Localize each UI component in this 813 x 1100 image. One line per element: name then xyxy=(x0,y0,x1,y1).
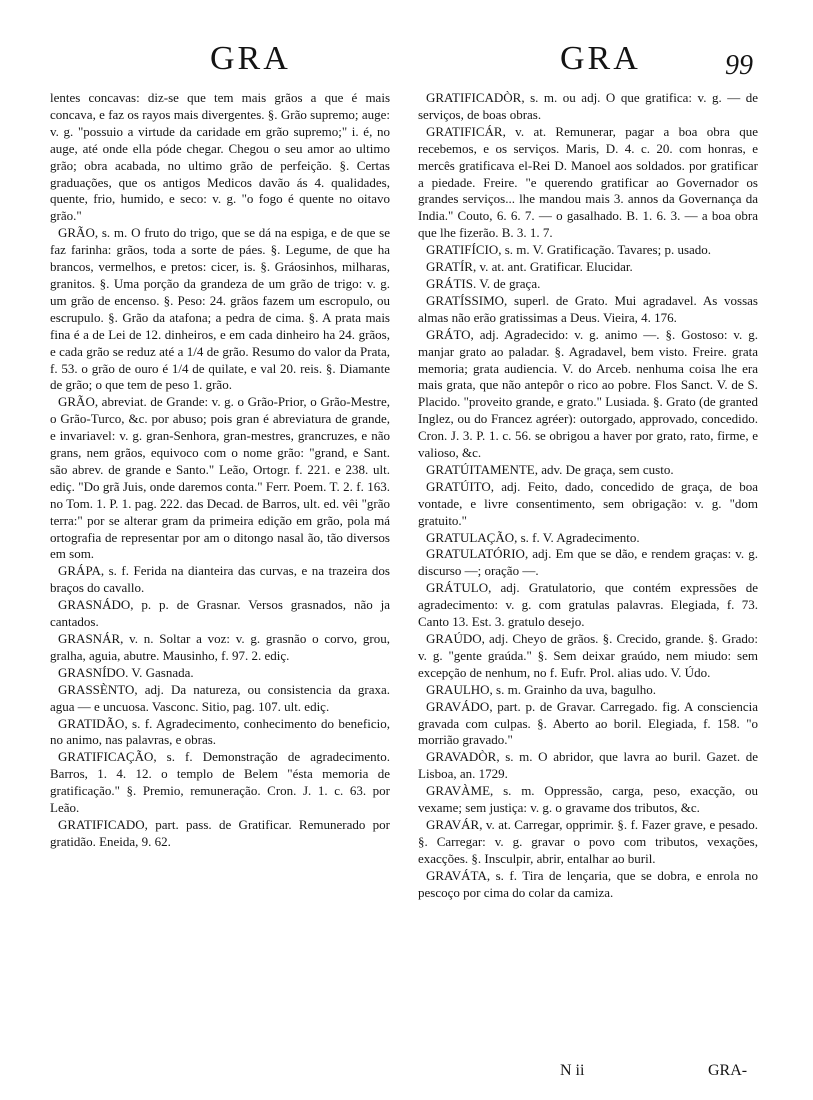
entry-paragraph: GRATÚITO, adj. Feito, dado, concedido de graça, de boa vontade, e livre consentimento, sem obrigação: v. g. "dom gratuito." xyxy=(418,478,758,528)
entry-paragraph: GRATIDÃO, s. f. Agradecimento, conhecimento do beneficio, no animo, nas palavras, e obras. xyxy=(50,715,390,748)
entry-paragraph: GRÁPA, s. f. Ferida na dianteira das curvas, e na trazeira dos braços do cavallo. xyxy=(50,563,390,596)
entry-paragraph: GRATÍR, v. at. ant. Gratificar. Elucidar. xyxy=(426,259,633,275)
entry-paragraph: GRATIFICÁR, v. at. Remunerar, pagar a boa obra que recebemos, e os serviços. Maris, D. 4. c. 20. com honras, e mercês gratificava el-Rei D. Manoel aos soldados. por gratificar a piedade. Freire. "e querendo gratificar ao Governador os grandes serviços... lhe mandou mais 3. annos da Governança da India." Couto, 6. 6. 7. — o gasalhado. B. 1. 6. 3. — a boa obra que lhe fizerão. B. 3. 1. 7. xyxy=(418,123,758,241)
entry-paragraph: GRASSÈNTO, adj. Da natureza, ou consistencia da graxa. agua — e uncuosa. Vasconc. Sitio, pag. 107. ult. ediç. xyxy=(50,681,390,714)
running-head-right: GRA xyxy=(560,40,641,77)
entry-paragraph: GRAÚDO, adj. Cheyo de grãos. §. Crecido, grande. §. Grado: v. g. "gente graúda." §. Sem deixar graúdo, nem miudo: sem excepção de nenhum, no f. Eufr. Prol. alias udo. V. Údo. xyxy=(418,631,758,680)
left-column xyxy=(50,90,390,851)
page-number: 99 xyxy=(725,50,753,81)
entry-paragraph: GRATIFICADO, part. pass. de Gratificar. Remunerado por gratidão. Eneida, 9. 62. xyxy=(50,816,390,849)
entry-paragraph: GRATULAÇÃO, s. f. V. Agradecimento. xyxy=(426,529,640,545)
entry-paragraph: GRATIFICADÒR, s. m. ou adj. O que gratifica: v. g. — de serviços, de boas obras. xyxy=(418,90,758,122)
entry-paragraph: GRÁTIS. V. de graça. xyxy=(426,275,541,291)
entry-paragraph: GRÃO, abreviat. de Grande: v. g. o Grão-Prior, o Grão-Mestre, o Grão-Turco, &c. por abuso; pois gran é abreviatura de grande, e invariavel: v. g. gran-Senhora, gran-mestres, grancruzes, e não grans, nem grãos, equivoco com o nome grão: "grand, e Sant. são abrev. de grande e Santo." Leão, Ortogr. f. 221. e 238. ult. ediç. "Do grã Juis, onde daremos conta." Ferr. Poem. T. 2. f. 163. no Tom. 1. P. 1. pag. 222. das Decad. de Barros, ult. ed. vêi "grão terra:" por se alterar gram da primeira edição em grão, pola má ortografia de representar por am o ditongo nasal ão, tão diversos em som. xyxy=(50,394,390,562)
entry-paragraph: GRÃO, s. m. O fruto do trigo, que se dá na espiga, e de que se faz farinha: grãos, toda a sorte de páes. §. Legume, de que ha brancos, vermelhos, e pretos: cicer, is. §. Gráosinhos, milharas, granitos. §. Uma porção da grandeza de um grão de trigo: v. g. um grão de encenso. §. Peso: 24. grãos fazem um escropulo, ou escrupulo. §. Grão da atafona; a pedra de cima. §. A prata mais fina é a de Lei de 12. dinheiros, e em cada dinheiro ha 24. grãos, e cada grão se reduz até a 1/4 de grão. Resumo do valor da Prata, f. 53. o grão de ouro é 1/4 de quilate, e val 20. reis. §. Diamante de grão; o que tem de peso 1. grão. xyxy=(50,225,390,393)
printer-signature: N ii xyxy=(560,1062,585,1079)
entry-paragraph: GRATIFÍCIO, s. m. V. Gratificação. Tavares; p. usado. xyxy=(426,242,712,258)
entry-paragraph: GRAULHO, s. m. Grainho da uva, bagulho. xyxy=(426,681,656,697)
entry-paragraph: GRASNÁDO, p. p. de Grasnar. Versos grasnados, não ja cantados. xyxy=(50,597,390,630)
entry-paragraph: GRATIFICAÇÃO, s. f. Demonstração de agradecimento. Barros, 1. 4. 12. o templo de Belem "ésta memoria de gratificação." §. Premio, remuneração. Cron. J. 1. c. 63. por Leão. xyxy=(50,749,390,816)
entry-paragraph: GRAVÁDO, part. p. de Gravar. Carregado. fig. A consciencia gravada com culpas. §. Aberto ao boril. Elegiada, f. 158. "o morrião gravado." xyxy=(418,698,758,748)
entry-paragraph: GRÁTULO, adj. Gratulatorio, que contém expressões de agradecimento: v. g. com gratulas palavras. Elegiada, f. 73. Canto 13. Est. 3. gratulo desejo. xyxy=(418,580,758,630)
entry-paragraph: GRATULATÓRIO, adj. Em que se dão, e rendem graças: v. g. discurso —; oração —. xyxy=(418,546,758,579)
entry-paragraph: GRÁTO, adj. Agradecido: v. g. animo —. §. Gostoso: v. g. manjar grato ao paladar. §. Agradavel, bem visto. Freire. grata memoria; grata audiencia. V. do Arceb. nenhuma coisa lhe era mais grata, que não antepôr o rico ao pobre. Flos Sanct. V. de S. Placido. "proveito grande, e grato." Lusiada. §. Grato (de granted Inglez, ou do Francez agréer): outorgado, approvado, concedido. Cron. J. 3. P. 1. c. 56. se obrigou a haver por grato, rato, firme, e valioso, &c. xyxy=(418,326,758,461)
entry-paragraph: GRAVÀME, s. m. Oppressão, carga, peso, exacção, ou vexame; sem justiça: v. g. o gravame dos tributos, &c. xyxy=(418,783,758,816)
entry-paragraph: GRASNÍDO. V. Gasnada. xyxy=(58,664,194,680)
entry-paragraph: lentes concavas: diz-se que tem mais grãos a que é mais concava, e faz os rayos mais divergentes. §. Grão supremo; auge: v. g. "possuio a virtude da caridade em grão supremo;" i. é, no auge, até onde ella póde chegar. Chegou o seu amor ao ultimo grão; obra acabada, no ultimo grão de perfeição. §. Certas graduações, que os antigos Medicos davão ás 4. qualidades, quente, frio, humido, e seco: v. g. "o fogo é quente no oitavo grão." xyxy=(50,90,390,224)
entry-paragraph: GRAVÁR, v. at. Carregar, opprimir. §. f. Fazer grave, e pesado. §. Carregar: v. g. gravar o povo com tributos, vexações, exacções. §. Insculpir, abrir, entalhar ao buril. xyxy=(418,816,758,866)
right-column xyxy=(418,90,758,902)
entry-paragraph: GRATÍSSIMO, superl. de Grato. Mui agradavel. As vossas almas não erão gratissimas a Deus. Vieira, 4. 176. xyxy=(418,292,758,325)
entry-paragraph: GRAVADÒR, s. m. O abridor, que lavra ao buril. Gazet. de Lisboa, an. 1729. xyxy=(418,749,758,782)
entry-paragraph: GRASNÁR, v. n. Soltar a voz: v. g. grasnão o corvo, grou, gralha, aguia, abutre. Mausinho, f. 97. 2. ediç. xyxy=(50,631,390,663)
catchword: GRA- xyxy=(708,1062,748,1079)
entry-paragraph: GRATÚITAMENTE, adv. De graça, sem custo. xyxy=(426,461,674,477)
entry-paragraph: GRAVÁTA, s. f. Tira de lençaria, que se dobra, e enrola no pescoço por cima do colar da camiza. xyxy=(418,867,758,900)
running-head-left: GRA xyxy=(210,40,291,77)
